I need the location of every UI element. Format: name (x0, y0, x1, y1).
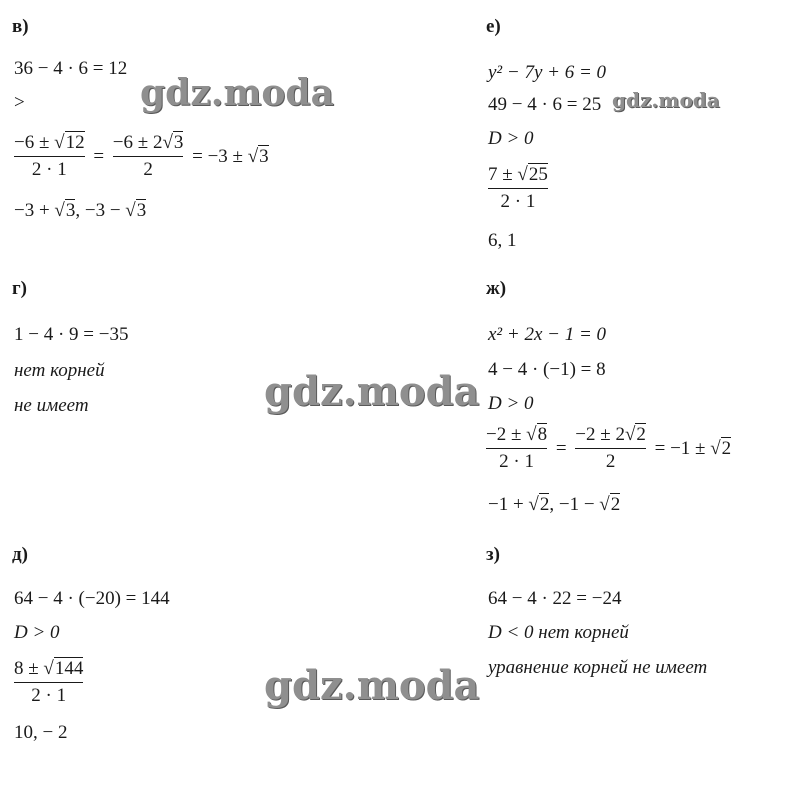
zh-frac1-den: 2 · 1 (499, 451, 534, 472)
v-root2-radicand: 3 (136, 200, 147, 221)
g-line-1: 1 − 4 · 9 = −35 (14, 324, 129, 345)
v-frac2-radicand: 3 (173, 132, 184, 153)
e-frac-radicand: 25 (528, 164, 548, 185)
watermark-1: gdz.moda (140, 72, 334, 114)
zh-line-3: D > 0 (488, 393, 534, 414)
v-frac2-num: −6 ± 2√ (112, 132, 173, 153)
zh-frac2-den: 2 (605, 451, 616, 472)
v-line-2: > (14, 92, 25, 113)
v-line-1: 36 − 4 · 6 = 12 (14, 58, 128, 79)
zh-frac2-num: −2 ± 2√ (575, 424, 636, 445)
d-line-2: D > 0 (14, 622, 60, 643)
section-label-v: в) (12, 16, 29, 37)
zh-roots (488, 494, 620, 516)
d-roots: 10, − 2 (14, 722, 68, 743)
zh-line-2: 4 − 4 · (−1) = 8 (488, 359, 606, 380)
watermark-3: gdz.moda (264, 368, 480, 415)
d-line-1: 64 − 4 · (−20) = 144 (14, 588, 170, 609)
e-line-2: 49 − 4 · 6 = 25 (488, 94, 602, 115)
zh-equals-1: = (555, 437, 567, 459)
e-roots: 6, 1 (488, 230, 517, 251)
watermark-2: gdz.moda (612, 88, 720, 112)
e-line-1: y² − 7y + 6 = 0 (488, 62, 607, 83)
z-line-1: 64 − 4 · 22 = −24 (488, 588, 622, 609)
d-fraction (14, 658, 83, 707)
zh-fraction-2 (575, 424, 646, 473)
v-eq2-radicand: 3 (259, 145, 269, 167)
v-roots (14, 200, 146, 222)
section-label-d: д) (12, 544, 28, 565)
v-equals-2: = −3 ± √ (192, 145, 259, 167)
v-fraction-1 (14, 132, 85, 181)
zh-root1-radicand: 2 (539, 494, 550, 515)
v-frac2-den: 2 (143, 159, 153, 180)
v-frac1-den: 2 · 1 (31, 159, 67, 180)
zh-fraction-row (486, 424, 735, 473)
section-label-e: е) (486, 16, 501, 37)
zh-root2-radicand: 2 (610, 494, 621, 515)
zh-root1-pre: −1 + √ (488, 494, 539, 515)
d-frac-radicand: 144 (54, 658, 84, 679)
section-label-z: з) (486, 544, 500, 565)
zh-frac1-num: −2 ± √ (486, 424, 537, 445)
e-frac-num: 7 ± √ (488, 164, 528, 185)
z-line-2: D < 0 нет корней (488, 622, 629, 643)
v-root1-radicand: 3 (65, 200, 76, 221)
section-label-g: г) (12, 278, 27, 299)
v-equals-1: = (93, 145, 105, 167)
zh-frac1-radicand: 8 (537, 424, 548, 445)
e-fraction (488, 164, 548, 213)
v-frac1-num: −6 ± √ (14, 132, 65, 153)
v-roots-mid: , −3 − √ (75, 200, 136, 221)
g-line-2: нет корней (14, 360, 105, 381)
zh-frac2-radicand: 2 (636, 424, 646, 445)
section-label-zh: ж) (486, 278, 507, 299)
zh-line-1: x² + 2x − 1 = 0 (488, 324, 607, 345)
v-fraction-2 (113, 132, 184, 181)
d-frac-num: 8 ± √ (14, 658, 54, 679)
watermark-4: gdz.moda (264, 662, 480, 709)
v-frac1-radicand: 12 (65, 132, 85, 153)
e-line-3: D > 0 (488, 128, 534, 149)
v-root1-pre: −3 + √ (14, 200, 65, 221)
d-frac-den: 2 · 1 (31, 685, 67, 706)
g-line-3: не имеет (14, 395, 89, 416)
z-line-3: уравнение корней не имеет (488, 657, 708, 678)
e-frac-den: 2 · 1 (500, 191, 536, 212)
zh-roots-mid: , −1 − √ (549, 494, 610, 515)
zh-equals-2: = −1 ± √ (654, 437, 721, 459)
zh-fraction-1 (486, 424, 547, 473)
zh-eq2-radicand: 2 (721, 437, 732, 459)
v-fraction-row (14, 132, 273, 181)
